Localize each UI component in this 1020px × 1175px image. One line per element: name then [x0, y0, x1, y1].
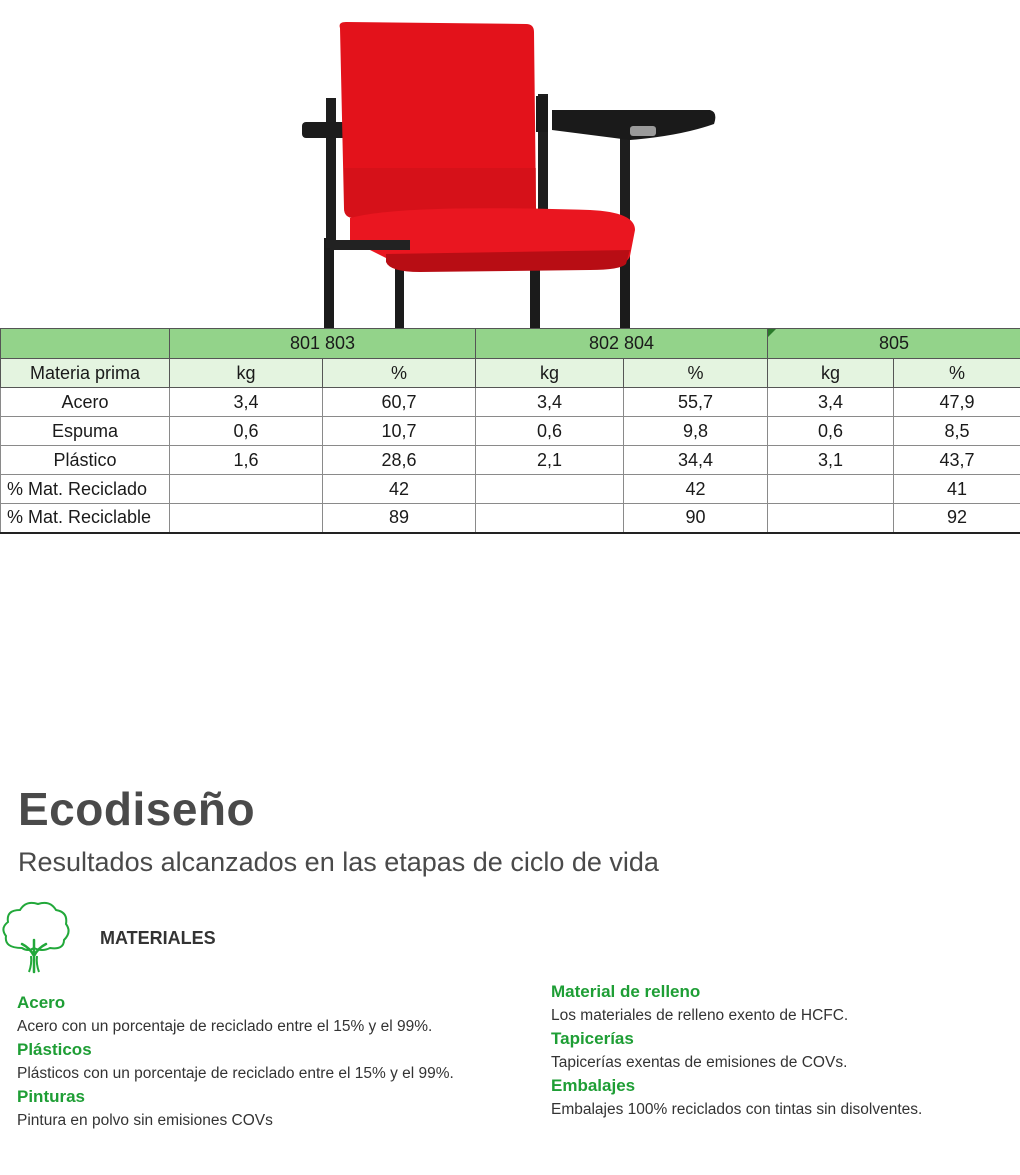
table-group-header: 805 [768, 329, 1020, 359]
table-cell: 55,7 [624, 388, 768, 417]
table-cell: 60,7 [323, 388, 476, 417]
material-title: Plásticos [17, 1040, 92, 1059]
material-title: Tapicerías [551, 1029, 634, 1048]
table-cell: 47,9 [894, 388, 1020, 417]
table-cell: 34,4 [624, 446, 768, 475]
material-title: Embalajes [551, 1076, 636, 1095]
table-cell [768, 475, 894, 504]
page-subtitle: Resultados alcanzados en las etapas de ciclo de vida [18, 847, 659, 877]
table-row [1, 446, 1020, 475]
table-cell: 43,7 [894, 446, 1020, 475]
material-description: Pintura en polvo sin emisiones COVs [17, 1112, 273, 1129]
table-cell: 0,6 [476, 417, 624, 446]
material-description: Plásticos con un porcentaje de reciclado entre el 15% y el 99%. [17, 1065, 454, 1082]
material-title: Pinturas [17, 1087, 86, 1106]
material-title: Acero [17, 993, 66, 1012]
table-cell: 3,4 [476, 388, 624, 417]
row-label: Espuma [1, 417, 170, 446]
table-cell: 0,6 [170, 417, 323, 446]
table-row [1, 475, 1020, 504]
table-cell: 3,4 [170, 388, 323, 417]
table-cell: 92 [894, 504, 1020, 533]
section-heading: MATERIALES [100, 928, 216, 948]
table-cell [170, 504, 323, 533]
table-cell: 10,7 [323, 417, 476, 446]
table-unit-header: % [894, 359, 1020, 388]
table-cell: 3,4 [768, 388, 894, 417]
page-title: Ecodiseño [18, 783, 256, 835]
table-row [1, 388, 1020, 417]
table-cell: 42 [624, 475, 768, 504]
material-description: Los materiales de relleno exento de HCFC. [551, 1007, 849, 1024]
row-label: Plástico [1, 446, 170, 475]
row-label: % Mat. Reciclable [1, 504, 170, 533]
table-cell [476, 475, 624, 504]
tree-icon [0, 898, 72, 974]
table-unit-header: % [323, 359, 476, 388]
materials-left-column [17, 991, 487, 1132]
table-cell [476, 504, 624, 533]
table-unit-header: % [624, 359, 768, 388]
table-cell: 42 [323, 475, 476, 504]
table-row [1, 417, 1020, 446]
table-label-header: Materia prima [1, 359, 170, 388]
table-row [1, 504, 1020, 533]
chair-product-image [290, 18, 730, 330]
table-cell: 3,1 [768, 446, 894, 475]
material-description: Tapicerías exentas de emisiones de COVs. [551, 1054, 848, 1071]
table-unit-header: kg [170, 359, 323, 388]
table-cell: 0,6 [768, 417, 894, 446]
material-description: Embalajes 100% reciclados con tintas sin disolventes. [551, 1101, 923, 1118]
row-label: % Mat. Reciclado [1, 475, 170, 504]
table-cell: 2,1 [476, 446, 624, 475]
table-cell: 41 [894, 475, 1020, 504]
table-cell: 1,6 [170, 446, 323, 475]
table-cell: 9,8 [624, 417, 768, 446]
table-cell [768, 504, 894, 533]
materials-right-column [551, 980, 1011, 1121]
table-cell [170, 475, 323, 504]
table-cell: 90 [624, 504, 768, 533]
table-group-header: 802 804 [476, 329, 768, 359]
table-unit-header: kg [476, 359, 624, 388]
table-cell: 8,5 [894, 417, 1020, 446]
table-group-header: 801 803 [170, 329, 476, 359]
material-title: Material de relleno [551, 982, 701, 1001]
table-corner [1, 329, 170, 359]
table-cell: 28,6 [323, 446, 476, 475]
materials-table [0, 328, 1020, 534]
row-label: Acero [1, 388, 170, 417]
table-unit-header: kg [768, 359, 894, 388]
table-cell: 89 [323, 504, 476, 533]
material-description: Acero con un porcentaje de reciclado entre el 15% y el 99%. [17, 1018, 433, 1035]
